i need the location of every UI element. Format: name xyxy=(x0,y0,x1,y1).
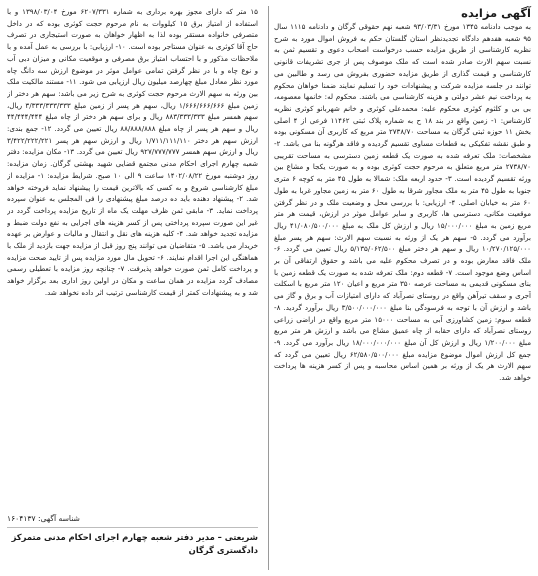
notice-body-left: ۱۵ متر که دارای مجوز بهره برداری به شماره ۶۲۰۷/۳۳۱ مورخ ۱۳۹۸/۰۳/۰۴ و با استفاده از امتیاز برق ۱۵ کیلووات به نام مرحوم حجت کوثری بوده که در داخل متصرفی خانواده مستقر بوده لذا به اظهار خواهان به صورت استیجاری در تصرف حاج آقا کوثری به عنوان مستاجر بوده است. ۱۰- ارزیابی: با بررسی به عمل آمده و با ملاحظات مذکور و با احتساب امتیاز برق مصرفی و موقعیت مکانی و میزان دبی آب و نوع چاه و با در نظر گرفتن تمامی عوامل موثر در موضوع ارزش سه دانگ چاه مورد نظر معادل مبلغ چهارصد میلیون ریال ارزیابی می شود. ۱۱- مستند مالکیت ملک بین ورثه به سهم الارث مرحوم حجت کوثری به شرح زیر می باشد: سهم هر دختر از زمین مبلغ ۱/۶۶۶/۶۶۶/۶۶۶ ریال، سهم هر پسر از زمین مبلغ ۳/۳۳۳/۳۳۳/۳۳۳ ریال، سهم همسر مبلغ ۸۸۳/۳۳۳/۳۳۳ ریال و برای سهم هر دختر از چاه مبلغ ۴۴/۴۴۴/۴۴۴ ریال و سهم هر پسر از چاه مبلغ ۸۸/۸۸۸/۸۸۸ ریال تعیین می گردد. ۱۲- جمع بندی: ارزش سهم هر دختر ۱/۷۱۱/۱۱۱/۱۱۰ ریال و ارزش سهم هر پسر ۳/۴۲۲/۲۲۲/۲۲۱ ریال و ارزش سهم همسر ۹۲۷/۷۷۷/۷۷۷ ریال تعیین می گردد. ۱۳- مکان مزایده: دفتر شعبه چهارم اجرای احکام مدنی مجتمع قضایی شهید بهشتی گرگان. زمان مزایده: روز دوشنبه مورخ ۱۴۰۲/۰۸/۲۲ ساعت ۹ الی ۱۰ صبح. شرایط مزایده: ۱- مزایده از مبلغ کارشناسی شروع و به کسی که بالاترین قیمت را پیشنهاد نماید فروخته خواهد شد. ۲- پیشنهاد دهنده باید ده درصد مبلغ پیشنهادی را فی المجلس به عنوان سپرده پرداخت نماید. ۳- مابقی ثمن ظرف مهلت یک ماه از تاریخ مزایده پرداخت گردد در غیر این صورت سپرده پرداختی پس از کسر هزینه های اجرایی به نفع دولت ضبط و مزایده تجدید خواهد شد. ۴- کلیه هزینه های نقل و انتقال و مالیات و عوارض بر عهده خریدار می باشد. ۵- متقاضیان می توانند پنج روز قبل از مزایده جهت بازدید از ملک با هماهنگی این اجرا اقدام نمایند. ۶- تحویل مال مورد مزایده پس از تایید صحت مزایده و پرداخت کامل ثمن صورت خواهد پذیرفت. ۷- چنانچه روز مزایده با تعطیلی رسمی مصادف گردد مزایده در همان ساعت و مکان در اولین روز اداری بعد برگزار خواهد شد و به پیشنهادات کمتر از قیمت کارشناسی ترتیب اثر داده نخواهد شد. xyxy=(7,7,258,297)
notice-column-right xyxy=(269,6,531,570)
notice-columns xyxy=(7,6,531,570)
notice-column-left-inner xyxy=(7,6,263,557)
notice-id-line: شناسه آگهی: ۱۶۰۴۱۳۷ xyxy=(7,514,80,523)
notice-column-left xyxy=(7,6,269,570)
notice-body-right: به موجب دادنامه ۱۳۴۵ مورخ ۹۳/۰۳/۳۱ شعبه نهم حقوقی گرگان و دادنامه ۱۱۱۵ سال ۹۵ شعبه هفدهم دادگاه تجدیدنظر استان گلستان حکم به فروش اموال مورد به شرح نظریه کارشناسی از طریق مزایده حسب درخواست اصحاب دعوی و تقسیم ثمن به نسبت سهم الارث صادر شده است که ملک موصوف پس از جری تشریفات قانونی کارشناسی و قیمت گذاری از طریق مزایده حضوری بفروش می رسد و طالبین می توانند در جلسه مزایده شرکت و پیشنهادات خود را تسلیم نمایند ضمنا خواهان محکوم به پرداخت نیم عشر دولتی و هزینه کارشناسی می باشند. محکوم له: خانمها معصومه، بی بی و کلثوم کوثری محکوم علیه: محمدعلی کوثری و خانم شهربانو کوثری نظریه کارشناس: ۱- زمین واقع در بند ۱۸ ح به شماره پلاک ثبتی ۱۱۴۶۲ فرعی از ۴ اصلی بخش ۱۱ حوزه ثبتی گرگان به مساحت ۲۷۳۸/۷۰ متر مربع که کاربری آن مسکونی بوده و طبق نقشه تفکیکی به قطعات مساوی تقسیم گردیده و فاقد هرگونه بنا می باشد. ۲- مشخصات: ملک تعرفه شده به صورت یک قطعه زمین دسترسی به مساحت تقریبی ۲۷۳۸/۷۰ متر مربع متعلق به مرحوم حجت کوثری بوده و به صورت یکجا و مشاع بین ورثه تقسیم گردیده است. ۳- حدود اربعه ملک: شمالا به طول ۴۵ متر به کوچه ۶ متری جنوبا به طول ۴۵ متر به ملک مجاور شرقا به طول ۶۰ متر به زمین مجاور غربا به طول ۶۰ متر به خیابان اصلی. ۴- ارزیابی: با بررسی محل و وضعیت ملک و در نظر گرفتن موقعیت مکانی، دسترسی ها، کاربری و سایر عوامل موثر در ارزش، قیمت هر متر مربع زمین به مبلغ ۱۵/۰۰۰/۰۰۰ ریال و ارزش کل ملک به مبلغ ۴۱/۰۸۰/۵۰۰/۰۰۰ ریال برآورد می گردد. ۵- سهم هر یک از ورثه به نسبت سهم الارث: سهم هر پسر مبلغ ۱۰/۲۷۰/۱۲۵/۰۰۰ ریال و سهم هر دختر مبلغ ۵/۱۳۵/۰۶۲/۵۰۰ ریال تعیین می گردد. ۶- ملک فاقد معارض بوده و در تصرف محکوم علیه می باشد و حقوق ارتفاقی آن بر اساس وضع موجود است. ۷- قطعه دوم: ملک تعرفه شده به صورت یک قطعه زمین با بنای مسکونی قدیمی به مساحت عرصه ۳۵۰ متر مربع و اعیان ۱۲۰ متر مربع با اسکلت آجری و سقف تیرآهن واقع در روستای نصرآباد که دارای امتیازات آب و برق و گاز می باشد و ارزش آن با توجه به فرسودگی بنا مبلغ ۳/۵۰۰/۰۰۰/۰۰۰ ریال برآورد گردید. ۸- قطعه سوم: زمین کشاورزی آبی به مساحت ۱۵۰۰۰ متر مربع واقع در اراضی زراعی روستای نصرآباد که دارای حقابه از چاه عمیق مشاع می باشد و ارزش هر متر مربع مبلغ ۱/۲۰۰/۰۰۰ ریال و ارزش کل آن مبلغ ۱۸/۰۰۰/۰۰۰/۰۰۰ ریال برآورد می گردد. ۹- جمع کل ارزش اموال موضوع مزایده مبلغ ۶۲/۵۸۰/۵۰۰/۰۰۰ ریال تعیین می گردد که سهم الارث هر یک از ورثه بر همین اساس محاسبه و پس از کسر هزینه ها پرداخت خواهد شد. xyxy=(274,22,531,383)
notice-signature: شریعتی – مدیر دفتر شعبه چهارم اجرای احکام مدنی متمرکز دادگستری گرگان xyxy=(7,527,258,557)
notice-title: آگهی مزایده xyxy=(461,6,531,20)
